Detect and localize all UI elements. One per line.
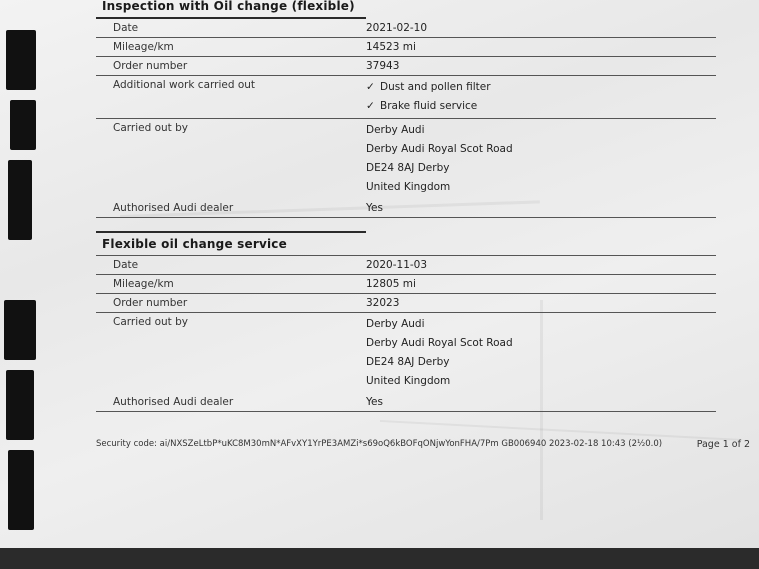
date-label: Date	[113, 22, 139, 34]
section-title: Flexible oil change service	[102, 237, 287, 251]
additional-work-list	[366, 76, 716, 118]
carried-out-row	[96, 119, 716, 199]
binding-mark	[8, 160, 32, 240]
address-line: Derby Audi	[366, 124, 425, 136]
security-code: Security code: ai/NXSZeLtbP*uKC8M30mN*AFvXY1YrPE3AMZi*s69oQ6kBOFqONjwYonFHA/7Pm GB006940 2023-02-18 10:43 (2½0.0)	[96, 439, 663, 449]
address-line: DE24 8AJ Derby	[366, 162, 450, 174]
binding-mark	[4, 300, 36, 360]
date-label: Date	[113, 259, 139, 271]
carried-out-address	[366, 119, 716, 199]
list-item	[366, 97, 716, 116]
document-footer	[96, 439, 756, 450]
mileage-row	[96, 275, 716, 294]
date-row	[96, 19, 716, 38]
date-value: 2021-02-10	[366, 22, 428, 34]
dealer-row	[96, 393, 716, 412]
address-line: United Kingdom	[366, 375, 451, 387]
dealer-label: Authorised Audi dealer	[113, 396, 234, 408]
order-row	[96, 294, 716, 313]
binding-mark	[6, 370, 34, 440]
order-row	[96, 57, 716, 76]
check-icon: ✓	[366, 81, 375, 93]
mileage-value: 14523 mi	[366, 41, 416, 53]
carried-out-row	[96, 313, 716, 393]
address-line: Derby Audi Royal Scot Road	[366, 337, 513, 349]
list-item-label: Dust and pollen filter	[380, 81, 491, 93]
list-item	[366, 78, 716, 97]
oil-service-section	[96, 231, 716, 412]
mileage-label: Mileage/km	[113, 41, 174, 53]
section-title: Inspection with Oil change (flexible)	[102, 0, 355, 13]
mileage-value: 12805 mi	[366, 278, 416, 290]
address-line: Derby Audi	[366, 318, 425, 330]
carried-out-label: Carried out by	[113, 122, 189, 134]
paper-crease	[380, 420, 740, 441]
dealer-value: Yes	[366, 396, 383, 408]
order-value: 37943	[366, 60, 400, 72]
date-row	[96, 256, 716, 275]
order-value: 32023	[366, 297, 400, 309]
mileage-label: Mileage/km	[113, 278, 174, 290]
check-icon: ✓	[366, 100, 375, 112]
mileage-row	[96, 38, 716, 57]
address-line: Derby Audi Royal Scot Road	[366, 143, 513, 155]
binding-mark	[8, 450, 34, 530]
address-line: DE24 8AJ Derby	[366, 356, 450, 368]
date-value: 2020-11-03	[366, 259, 428, 271]
dealer-label: Authorised Audi dealer	[113, 202, 234, 214]
binding-mark	[6, 30, 36, 90]
page-number: Page 1 of 2	[696, 439, 750, 450]
title-overline	[96, 231, 366, 233]
carried-out-address	[366, 313, 716, 393]
address-line: United Kingdom	[366, 181, 451, 193]
additional-work-row	[96, 76, 716, 119]
dealer-row	[96, 199, 716, 218]
carried-out-label: Carried out by	[113, 316, 189, 328]
dealer-value: Yes	[366, 202, 383, 214]
inspection-section	[96, 0, 716, 218]
order-label: Order number	[113, 297, 188, 309]
binding-marks	[0, 0, 40, 548]
additional-work-label: Additional work carried out	[113, 79, 256, 91]
binding-mark	[10, 100, 36, 150]
list-item-label: Brake fluid service	[380, 100, 478, 112]
order-label: Order number	[113, 60, 188, 72]
